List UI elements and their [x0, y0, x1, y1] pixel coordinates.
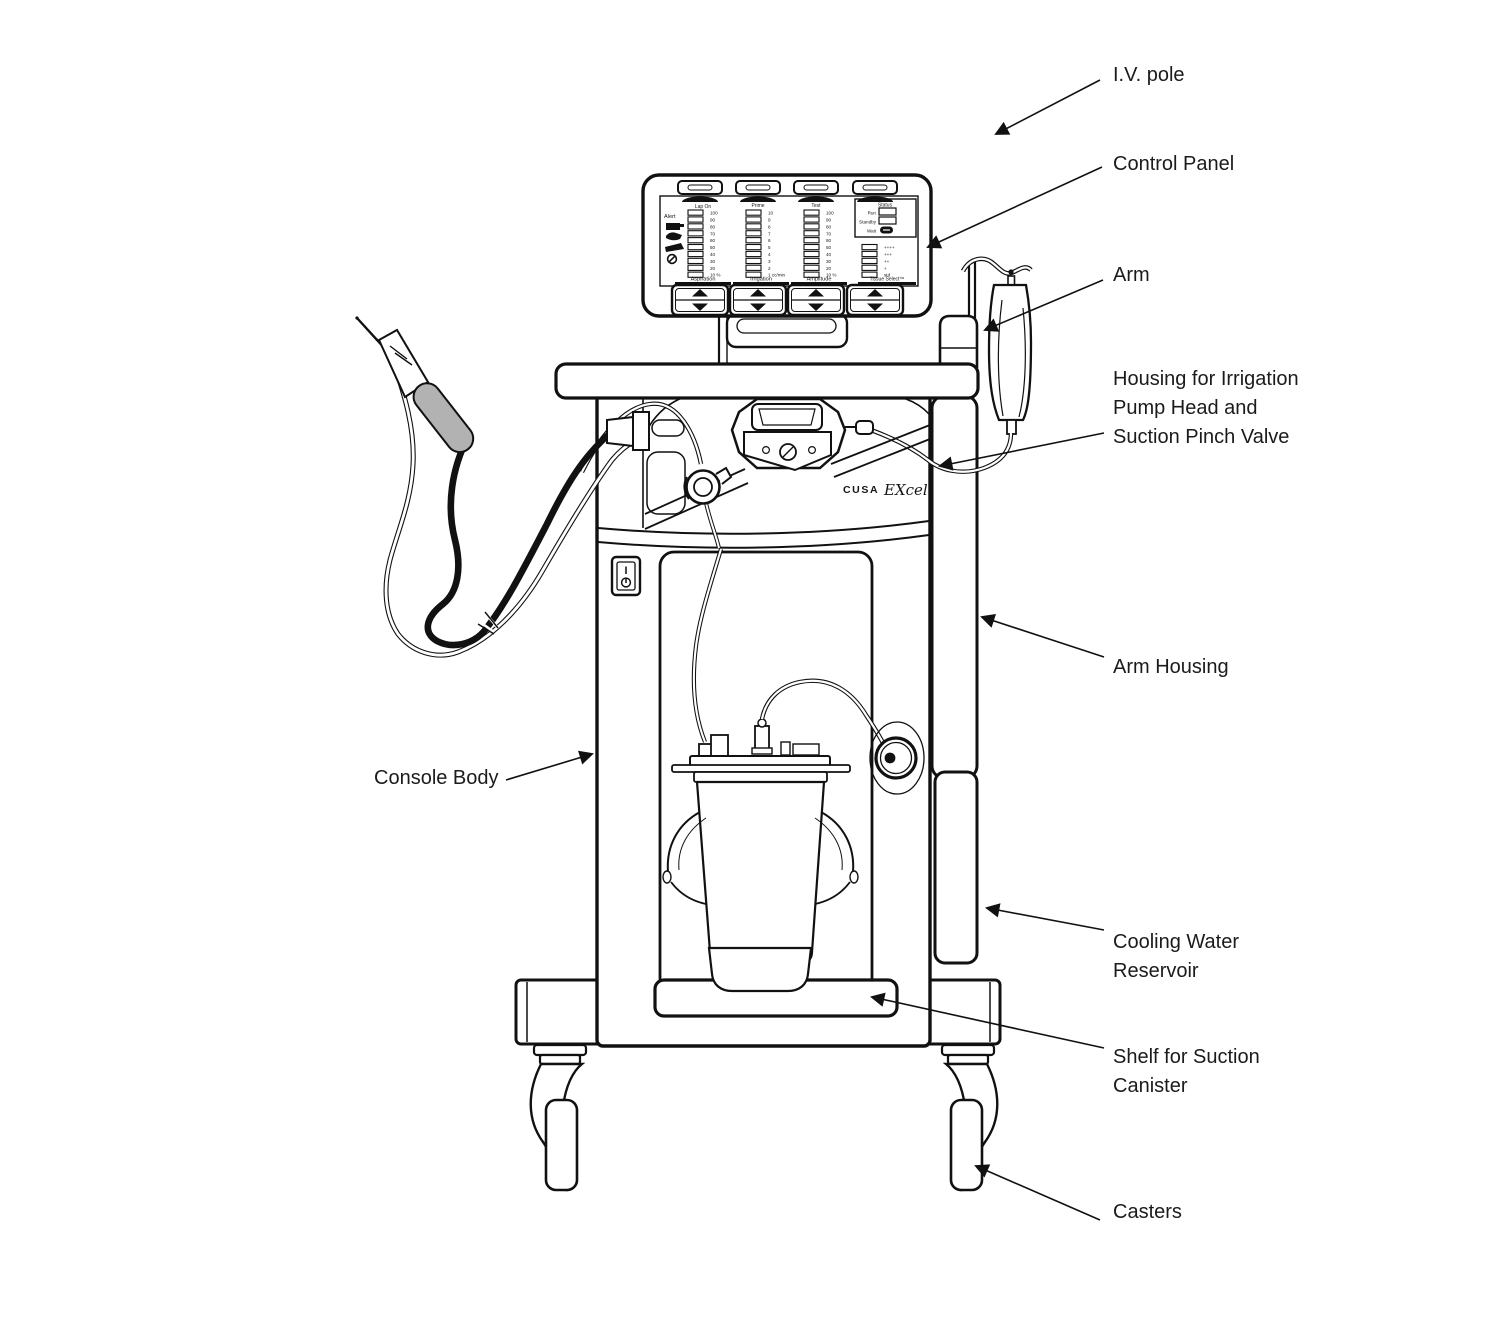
svg-text:90: 90 — [710, 217, 716, 223]
status-run-label: Run — [867, 210, 876, 216]
arm-housing-arrow — [982, 617, 1104, 657]
console-body-arrow — [506, 754, 592, 780]
iv-pole-arrow — [996, 80, 1100, 134]
panel-key-status — [853, 181, 897, 194]
svg-text:10 %: 10 % — [826, 272, 837, 278]
callout-iv-pole: I.V. pole — [1113, 64, 1185, 86]
casters-arrow — [976, 1166, 1100, 1220]
arm-support — [719, 314, 977, 368]
cooling-water-arrow — [987, 908, 1104, 930]
svg-text:20: 20 — [710, 265, 716, 271]
svg-text:6: 6 — [768, 238, 771, 244]
svg-text:7: 7 — [768, 231, 771, 237]
panel-key-prime — [736, 181, 780, 194]
logo-cusa-text: CUSA — [843, 484, 880, 496]
logo-model-text: EXcel — [884, 481, 928, 499]
svg-text:std: std — [884, 272, 891, 278]
col2-bottom-label: Irrigation — [750, 276, 772, 283]
iv-bag-hanger — [963, 259, 1031, 285]
svg-text:++: ++ — [884, 258, 890, 264]
svg-text:+++: +++ — [884, 252, 893, 257]
svg-text:60: 60 — [826, 238, 832, 244]
tissue-select-up-down-keys — [847, 285, 903, 315]
svg-text:8: 8 — [768, 224, 771, 230]
col2-top-label: Prime — [751, 203, 765, 209]
alert-label: Alert — [664, 214, 676, 220]
caster-right — [942, 1045, 997, 1190]
col3-bottom-label: Amplitude — [806, 276, 832, 283]
amplitude-up-down-keys — [788, 285, 844, 315]
callout-shelf: Shelf for Suction Canister — [1113, 1046, 1260, 1097]
svg-text:30: 30 — [710, 258, 716, 264]
svg-text:70: 70 — [826, 231, 832, 237]
panel-key-test — [794, 181, 838, 194]
iv-pole — [969, 262, 975, 318]
col3-top-label: Test — [811, 203, 821, 209]
svg-text:50: 50 — [710, 245, 716, 251]
svg-text:80: 80 — [826, 224, 832, 230]
svg-text:60: 60 — [710, 238, 716, 244]
svg-text:10 %: 10 % — [710, 272, 721, 278]
svg-text:2: 2 — [768, 265, 771, 271]
svg-text:3: 3 — [768, 258, 771, 264]
svg-text:1 cc/min: 1 cc/min — [768, 272, 786, 278]
callout-housing: Housing for Irrigation Pump Head and Suction Pinch Valve — [1113, 368, 1299, 448]
svg-text:40: 40 — [710, 252, 716, 257]
irrigation-up-down-keys — [730, 285, 786, 315]
svg-text:9: 9 — [768, 217, 771, 223]
svg-text:80: 80 — [710, 224, 716, 230]
svg-text:+: + — [884, 265, 887, 271]
svg-text:40: 40 — [826, 252, 832, 257]
callout-arm-housing: Arm Housing — [1113, 656, 1229, 678]
svg-text:4: 4 — [768, 252, 771, 257]
control-panel-arrow — [928, 167, 1102, 247]
svg-text:70: 70 — [710, 231, 716, 237]
top-shelf — [556, 364, 978, 398]
aspiration-up-down-keys — [672, 285, 728, 315]
svg-text:++++: ++++ — [884, 245, 895, 251]
cooling-water-reservoir — [935, 772, 977, 963]
svg-text:10: 10 — [768, 210, 774, 216]
svg-text:30: 30 — [826, 258, 832, 264]
col1-top-label: Lap On — [694, 204, 712, 210]
callout-control-panel: Control Panel — [1113, 153, 1235, 175]
control-panel — [643, 175, 931, 316]
svg-text:20: 20 — [826, 265, 832, 271]
svg-text:90: 90 — [826, 217, 832, 223]
arm-housing — [932, 396, 977, 778]
svg-text:100: 100 — [710, 210, 718, 216]
callout-casters: Casters — [1113, 1201, 1182, 1223]
handpiece — [355, 316, 478, 457]
status-standby-label: Standby — [859, 219, 876, 225]
power-switch — [612, 557, 640, 595]
col1-bottom-label: Aspiration — [690, 276, 716, 283]
svg-text:5: 5 — [768, 245, 771, 251]
status-wait-label: Wait — [866, 228, 876, 234]
svg-text:100: 100 — [826, 210, 834, 216]
caster-left — [531, 1045, 586, 1190]
col4-bottom-label: Tissue Select™ — [869, 276, 905, 283]
callout-console-body: Console Body — [374, 767, 499, 789]
callout-cooling-water: Cooling Water Reservoir — [1113, 931, 1239, 982]
panel-key-lap-on — [678, 181, 722, 194]
callout-arm: Arm — [1113, 264, 1150, 286]
status-title: Status — [877, 202, 893, 209]
svg-text:50: 50 — [826, 245, 832, 251]
iv-bag — [989, 285, 1031, 434]
